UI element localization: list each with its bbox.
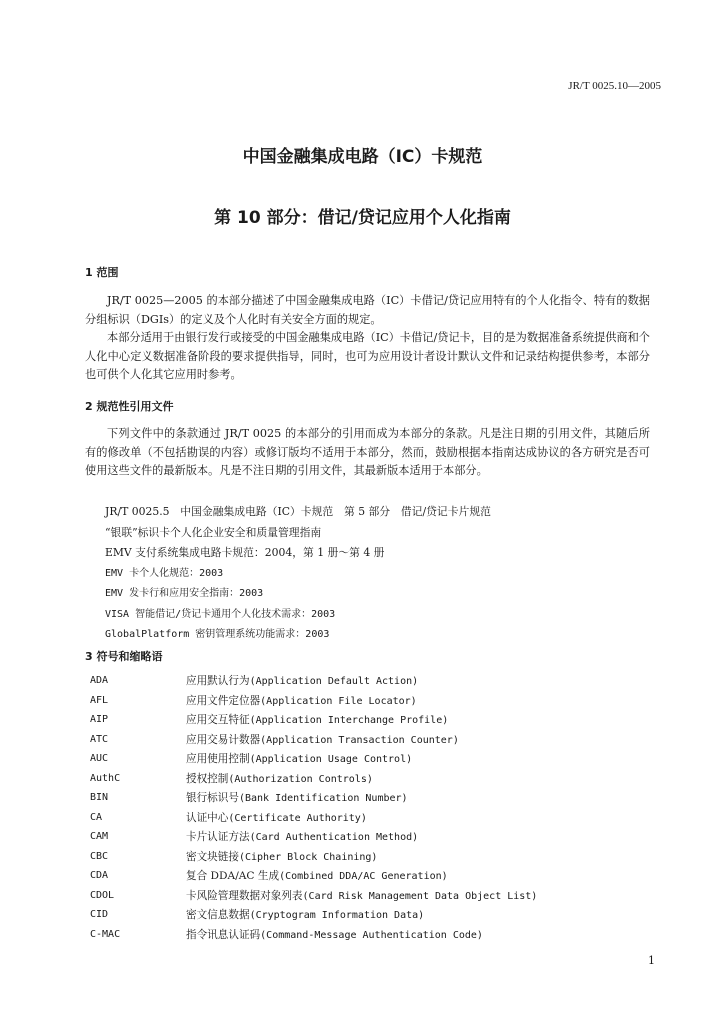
- abbreviation-list: [90, 671, 650, 944]
- abbreviation-chinese: 应用交互特征: [186, 714, 250, 727]
- abbreviation-row: [90, 866, 650, 886]
- reference-item: EMV 支付系统集成电路卡规范：2004，第 1 册～第 4 册: [105, 546, 385, 559]
- abbreviation-english: (Cryptogram Information Data): [249, 910, 425, 922]
- abbreviation-definition: [186, 868, 448, 883]
- abbreviation-chinese: 密文信息数据: [186, 909, 250, 922]
- scope-paragraph-2: 本部分适用于由银行发行或接受的中国金融集成电路（IC）卡借记/贷记卡，目的是为数据准备系统提供商和个人化中心定义数据准备阶段的要求提供指导，同时，也可为应用设计者设计默认文件和记录结构提供参考，本部分也可供个人化其它应用时参考。: [85, 331, 650, 381]
- abbreviation-english: (Cipher Block Chaining): [238, 851, 378, 863]
- abbreviation-term: CDA: [90, 870, 109, 882]
- abbreviation-english: (Certificate Authority): [228, 812, 367, 824]
- abbreviation-term: C-MAC: [90, 928, 121, 940]
- abbreviation-definition: [186, 829, 418, 844]
- abbreviation-row: [90, 671, 650, 691]
- abbreviation-term: CA: [90, 811, 103, 823]
- scope-paragraph-1: JR/T 0025—2005 的本部分描述了中国金融集成电路（IC）卡借记/贷记应用特有的个人化指令、特有的数据分组标识（DGIs）的定义及个人化时有关安全方面的规定。: [85, 294, 650, 326]
- abbreviation-term: AIP: [90, 714, 109, 726]
- section-heading-references: 2 规范性引用文件: [85, 400, 174, 413]
- document-title: 中国金融集成电路（IC）卡规范: [242, 147, 483, 167]
- abbreviation-term: AuthC: [90, 772, 121, 784]
- abbreviation-row: [90, 691, 650, 711]
- abbreviation-row: [90, 808, 650, 828]
- abbreviation-chinese: 卡片认证方法: [186, 831, 250, 844]
- reference-item: EMV 发卡行和应用安全指南：2003: [105, 588, 264, 599]
- abbreviation-definition: [186, 712, 448, 727]
- abbreviation-chinese: 银行标识号: [186, 792, 239, 805]
- abbreviation-term: BIN: [90, 792, 109, 804]
- abbreviation-english: (Card Risk Management Data Object List): [302, 890, 538, 902]
- reference-item: GlobalPlatform 密钥管理系统功能需求：2003: [105, 629, 330, 640]
- abbreviation-chinese: 复合 DDA/AC 生成: [186, 870, 280, 883]
- abbreviation-term: AUC: [90, 753, 109, 765]
- abbreviation-definition: [186, 751, 412, 766]
- abbreviation-row: [90, 925, 650, 945]
- abbreviation-chinese: 卡风险管理数据对象列表: [186, 889, 303, 902]
- page-number: 1: [648, 954, 655, 967]
- abbreviation-chinese: 应用使用控制: [186, 753, 250, 766]
- abbreviation-definition: [186, 927, 483, 942]
- abbreviation-chinese: 密文块链接: [186, 850, 239, 863]
- abbreviation-row: [90, 710, 650, 730]
- reference-list: [105, 502, 491, 646]
- references-intro-text: 下列文件中的条款通过 JR/T 0025 的本部分的引用而成为本部分的条款。凡是注日期的引用文件，其随后所有的修改单（不包括勘误的内容）或修订版均不适用于本部分，然而，鼓励根据本指南达成协议的各方研究是否可使用这些文件的最新版本。凡是不注日期的引用文件，其最新版本适用于本部分。: [85, 427, 650, 477]
- abbreviation-term: ATC: [90, 733, 109, 745]
- reference-item: JR/T 0025.5 中国金融集成电路（IC）卡规范 第 5 部分 借记/贷记卡片规范: [105, 505, 491, 518]
- abbreviation-chinese: 认证中心: [186, 811, 229, 824]
- abbreviation-definition: [186, 673, 418, 688]
- section-heading-abbreviations: 3 符号和缩略语: [85, 650, 163, 663]
- abbreviation-definition: [186, 849, 377, 864]
- reference-item: EMV 卡个人化规范：2003: [105, 567, 224, 579]
- abbreviation-english: (Combined DDA/AC Generation): [279, 871, 448, 883]
- abbreviation-definition: [186, 888, 537, 903]
- section-heading-scope: 1 范围: [85, 266, 119, 279]
- abbreviation-term: CBC: [90, 850, 109, 862]
- abbreviation-definition: [186, 907, 424, 922]
- document-subtitle: 第 10 部分：借记/贷记应用个人化指南: [214, 208, 511, 228]
- abbreviation-definition: [186, 790, 408, 805]
- references-intro: [85, 425, 650, 481]
- abbreviation-chinese: 指令讯息认证码: [186, 928, 261, 941]
- abbreviation-definition: [186, 732, 459, 747]
- abbreviation-term: CID: [90, 909, 109, 921]
- abbreviation-english: (Authorization Controls): [228, 773, 373, 785]
- abbreviation-row: [90, 905, 650, 925]
- standard-code: JR/T 0025.10—2005: [568, 80, 661, 92]
- abbreviation-definition: [186, 810, 367, 825]
- abbreviation-definition: [186, 693, 417, 708]
- reference-item: VISA 智能借记/贷记卡通用个人化技术需求：2003: [105, 608, 336, 620]
- abbreviation-english: (Command-Message Authentication Code): [260, 929, 483, 941]
- reference-item: “银联”标识卡个人化企业安全和质量管理指南: [105, 525, 322, 539]
- abbreviation-row: [90, 788, 650, 808]
- abbreviation-english: (Application Usage Control): [249, 754, 413, 766]
- abbreviation-chinese: 应用默认行为: [186, 675, 250, 688]
- abbreviation-term: ADA: [90, 675, 109, 687]
- abbreviation-chinese: 授权控制: [186, 772, 229, 785]
- abbreviation-english: (Bank Identification Number): [238, 793, 408, 805]
- abbreviation-row: [90, 886, 650, 906]
- abbreviation-english: (Application File Locator): [260, 695, 417, 707]
- abbreviation-definition: [186, 771, 373, 786]
- abbreviation-term: CDOL: [90, 889, 115, 901]
- abbreviation-row: [90, 749, 650, 769]
- abbreviation-row: [90, 769, 650, 789]
- abbreviation-english: (Application Default Action): [249, 676, 419, 688]
- abbreviation-row: [90, 730, 650, 750]
- abbreviation-term: CAM: [90, 831, 109, 843]
- abbreviation-row: [90, 847, 650, 867]
- abbreviation-chinese: 应用文件定位器: [186, 694, 261, 707]
- abbreviation-row: [90, 827, 650, 847]
- abbreviation-english: (Application Interchange Profile): [249, 715, 449, 727]
- abbreviation-english: (Application Transaction Counter): [260, 734, 459, 746]
- abbreviation-term: AFL: [90, 694, 109, 706]
- abbreviation-english: (Card Authentication Method): [249, 832, 419, 844]
- scope-paragraphs: [85, 292, 650, 385]
- abbreviation-chinese: 应用交易计数器: [186, 733, 261, 746]
